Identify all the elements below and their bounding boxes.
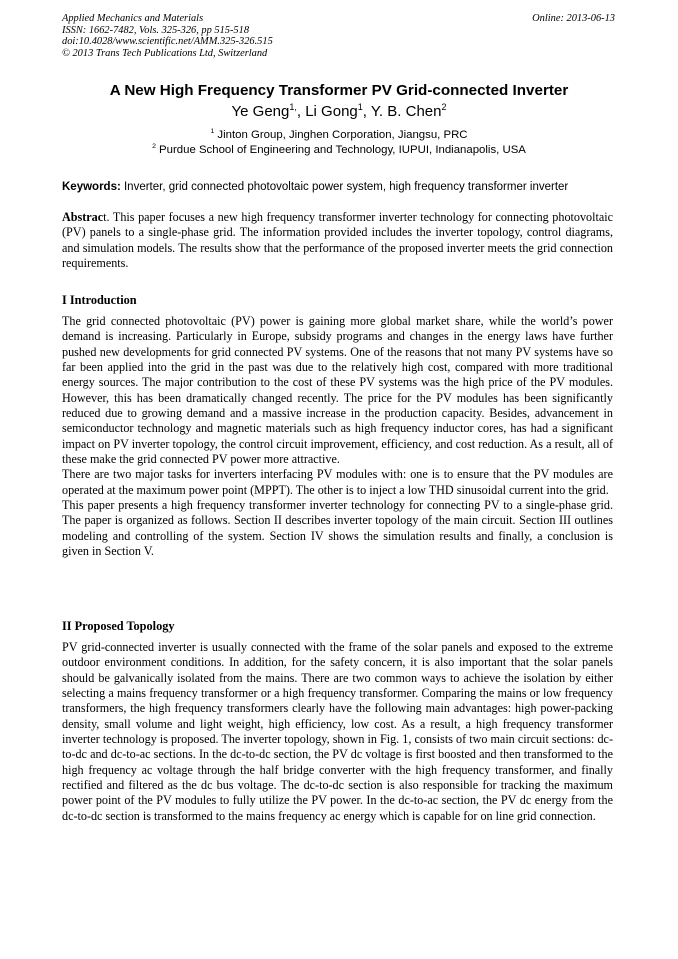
abstract-text: . This paper focuses a new high frequency transformer inverter technology for connecting photovoltaic (PV) panels to a single-phase grid. The information provided includes the inverter topology, control diagrams, and simulation models. The results show that the performance of the proposed inverter meets the grid connection requirements. (62, 210, 613, 271)
paragraph: The grid connected photovoltaic (PV) power is gaining more global market share, while the world’s power demand is increasing. Particularly in Europe, subsidy programs and changes in the energy laws have further pushed new developments for grid connected PV systems. One of the reasons that not many PV systems have so far been applied into the grid in the past was due to the relatively high cost, compared with more traditional energy sources. The major contribution to the cost of these PV systems was the high price of the PV modules. However, this has been dramatically changed recently. The price for the PV modules has been significantly reduced due to growing demand and a massive increase in the production capacity. Besides, advancement in semiconductor technology and magnetic materials such as high frequency inductor cores, has had a significant impact on PV inverter topology, the control circuit improvement, efficiency, and cost reduction. As a result, all of these make the grid connected PV power more attractive. (62, 314, 613, 467)
affiliation-text: Jinton Group, Jinghen Corporation, Jiangsu, PRC (214, 129, 468, 141)
author-affiliation-mark: 1, (289, 102, 297, 112)
author-list (0, 102, 678, 122)
journal-header (62, 13, 273, 59)
abstract-label: Abstrac (62, 210, 104, 224)
paragraph: This paper presents a high frequency transformer inverter technology for connecting PV to a single-phase grid. The paper is organized as follows. Section II describes inverter topology of the main circuit. Section III outlines modeling and controlling of the system. Section IV shows the simulation results and finally, a conclusion is given in Section V. (62, 498, 613, 559)
section-heading-introduction: I Introduction (62, 293, 137, 307)
doi-line: doi:10.4028/www.scientific.net/AMM.325-326.515 (62, 36, 273, 48)
abstract (62, 210, 613, 271)
author-separator: , (296, 103, 306, 120)
keywords-label: Keywords: (62, 181, 121, 193)
copyright-line: © 2013 Trans Tech Publications Ltd, Switzerland (62, 47, 268, 59)
keywords (62, 180, 622, 195)
keywords-text: Inverter, grid connected photovoltaic power system, high frequency transformer inverter (120, 181, 569, 193)
online-date: Online: 2013-06-13 (532, 13, 615, 24)
affiliation-text: Purdue School of Engineering and Technology, IUPUI, Indianapolis, USA (155, 144, 526, 156)
section-proposed-topology (62, 640, 613, 824)
affiliation-mark: 2 (152, 143, 156, 151)
author-name: Ye Geng (231, 103, 290, 120)
author-name: Y. B. Chen (370, 103, 442, 120)
paragraph: There are two major tasks for inverters interfacing PV modules with: one is to ensure that the PV modules are operated at the maximum power point (MPPT). The other is to inject a low THD sinusoidal current into the grid. (62, 467, 613, 497)
paper-title: A New High Frequency Transformer PV Grid-connected Inverter (109, 82, 569, 99)
affiliation (0, 128, 678, 143)
affiliation (0, 143, 678, 158)
author-separator: , (362, 103, 371, 120)
affiliation-mark: 1 (210, 128, 215, 136)
author-affiliation-mark: 1 (357, 102, 363, 112)
issn-line: ISSN: 1662-7482, Vols. 325-326, pp 515-518 (62, 24, 250, 36)
author-name: Li Gong (305, 103, 358, 120)
author-affiliation-mark: 2 (441, 102, 447, 112)
paragraph: PV grid-connected inverter is usually connected with the frame of the solar panels and exposed to the extreme outdoor environment conditions. In addition, for the safety concern, it is also important that the solar panels should be galvanically isolated from the mains. There are two common ways to achieve the isolation by either selecting a mains frequency transformer or a high frequency transformer. Comparing the mains or low frequency transformers, the high frequency transformers clearly have the following main advantages: high power-packing density, small volume and light weight, high efficiency, low cost. As a result, a high frequency transformer inverter technology is proposed. The inverter topology, shown in Fig. 1, consists of two main circuit sections: dc-to-dc and dc-to-ac sections. In the dc-to-dc section, the PV dc voltage is first boosted and then transformed to the high frequency ac voltage through the half bridge converter with the high frequency transformer, and finally rectified and filtered as the dc bus voltage. The dc-to-dc section is also responsible for tracking the maximum power point of the PV modules to fully utilize the PV power. In the dc-to-ac section, the PV dc energy from the dc-to-dc section is transformed to the mains frequency ac energy which is capable for on line grid connection. (62, 640, 613, 823)
journal-name: Applied Mechanics and Materials (62, 13, 204, 24)
abstract-label-tail: t (103, 210, 107, 224)
section-introduction (62, 314, 613, 560)
section-heading-proposed-topology: II Proposed Topology (62, 619, 175, 633)
